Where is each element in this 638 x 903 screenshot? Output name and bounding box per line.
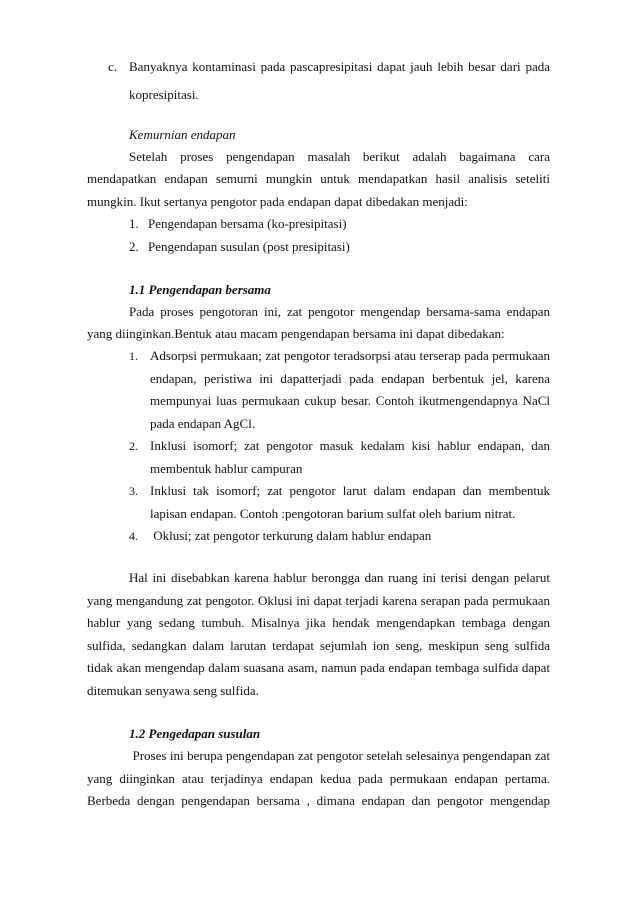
section1-item-3-line-1: Inklusi tak isomorf; zat pengotor larut dalam endapan dan membentuk bbox=[150, 483, 550, 498]
section1-item-marker-3: 3. bbox=[129, 484, 138, 498]
section1-item-3-line-2: lapisan endapan. Contoh :pengotoran barium sulfat oleh barium nitrat. bbox=[150, 506, 516, 521]
purity-list-marker-2: 2. bbox=[129, 239, 139, 254]
section1-item-marker-1: 1. bbox=[129, 349, 138, 363]
list-marker-c: c. bbox=[108, 59, 118, 74]
section1-item-2-line-1: Inklusi isomorf; zat pengotor masuk kedalam kisi hablur endapan, dan bbox=[150, 438, 550, 453]
section2-para-line-2: yang diinginkan atau terjadinya endapan kedua pada permukaan endapan pertama. bbox=[87, 771, 550, 786]
section1-para2-line-6: ditemukan senyawa seng sulfida. bbox=[87, 683, 259, 698]
section1-para2-line-5: tidak akan mengendap dalam suasana asam, namun pada endapan tembaga sulfida dapat bbox=[87, 660, 550, 675]
intro-item-line-2: kopresipitasi. bbox=[129, 87, 199, 102]
section2-para-line-1: Proses ini berupa pengendapan zat pengotor setelah selesainya pengendapan zat bbox=[129, 748, 550, 763]
purity-list-item-1: Pengendapan bersama (ko-presipitasi) bbox=[148, 216, 347, 231]
section1-para-line-1: Pada proses pengotoran ini, zat pengotor mengendap bersama-sama endapan bbox=[129, 304, 550, 319]
section1-item-1-line-4: pada endapan AgCl. bbox=[150, 416, 256, 431]
section1-para2-line-4: sulfida, sedangkan dalam larutan terdapat sejumlah ion seng, meskipun seng sulfida bbox=[87, 638, 550, 653]
purity-list-marker-1: 1. bbox=[129, 216, 139, 231]
section1-para2-line-3: hablur yang sedang tumbuh. Misalnya jika hendak mengendapkan tembaga dengan bbox=[87, 615, 550, 630]
purity-para-line-2: mendapatkan endapan semurni mungkin untuk mendapatkan hasil analisis seteliti bbox=[87, 171, 550, 186]
section1-item-marker-4: 4. bbox=[129, 529, 138, 543]
purity-para-line-3: mungkin. Ikut sertanya pengotor pada endapan dapat dibedakan menjadi: bbox=[87, 194, 468, 209]
section1-item-4-line-1: Oklusi; zat pengotor terkurung dalam hablur endapan bbox=[150, 528, 432, 543]
intro-item-line-1: Banyaknya kontaminasi pada pascapresipitasi dapat jauh lebih besar dari pada bbox=[129, 59, 550, 74]
purity-heading: Kemurnian endapan bbox=[129, 127, 236, 142]
section1-para2-line-2: yang mengandung zat pengotor. Oklusi ini dapat terjadi karena serapan pada permukaan bbox=[87, 593, 550, 608]
purity-para-line-1: Setelah proses pengendapan masalah berikut adalah bagaimana cara bbox=[129, 149, 550, 164]
section1-item-marker-2: 2. bbox=[129, 439, 138, 453]
section1-item-1-line-1: Adsorpsi permukaan; zat pengotor teradsorpsi atau terserap pada permukaan bbox=[150, 348, 550, 363]
section2-heading: 1.2 Pengedapan susulan bbox=[129, 726, 261, 741]
section1-item-1-line-3: mempunyai luas permukaan cukup besar. Contoh ikutmengendapnya NaCl bbox=[150, 393, 550, 408]
section1-heading: 1.1 Pengendapan bersama bbox=[129, 282, 271, 297]
section1-item-1-line-2: endapan, peristiwa ini dapatterjadi pada endapan berbentuk jel, karena bbox=[150, 371, 550, 386]
section2-para-line-3: Berbeda dengan pengendapan bersama , dimana endapan dan pengotor mengendap bbox=[87, 793, 550, 808]
section1-item-2-line-2: membentuk hablur campuran bbox=[150, 461, 303, 476]
section1-para2-line-1: Hal ini disebabkan karena hablur berongga dan ruang ini terisi dengan pelarut bbox=[129, 570, 550, 585]
purity-list-item-2: Pengendapan susulan (post presipitasi) bbox=[148, 239, 350, 254]
section1-para-line-2: yang diinginkan.Bentuk atau macam pengendapan bersama ini dapat dibedakan: bbox=[87, 326, 505, 341]
